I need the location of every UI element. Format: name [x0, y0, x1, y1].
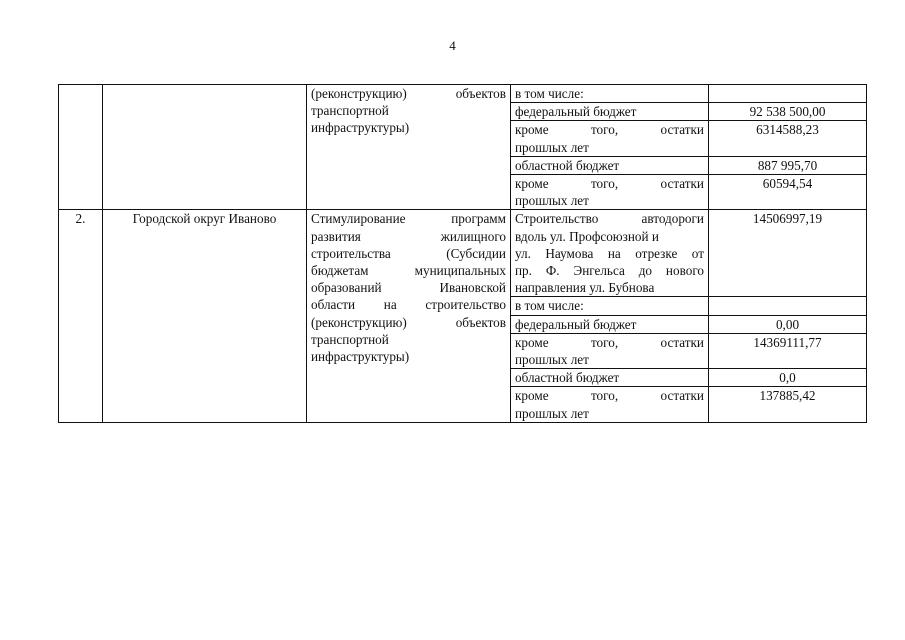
- program-line: (реконструкцию) объектов: [311, 314, 506, 330]
- item-label: кроме того, остатки прошлых лет: [511, 333, 709, 368]
- item-amount: 92 538 500,00: [709, 103, 867, 121]
- municipality-cell: Городской округ Иваново: [103, 210, 307, 422]
- program-line: (реконструкцию) объектов: [311, 86, 506, 101]
- row-number: 2.: [59, 210, 103, 422]
- item-amount: 14369111,77: [709, 333, 867, 368]
- item-amount: 0,00: [709, 315, 867, 333]
- program-line: образований Ивановской: [311, 280, 506, 296]
- item-label: федеральный бюджет: [511, 315, 709, 333]
- program-cell: [307, 85, 511, 210]
- item-amount: 137885,42: [709, 387, 867, 422]
- program-line: строительства (Субсидии: [311, 245, 506, 261]
- program-line: бюджетам муниципальных: [311, 263, 506, 279]
- table-row: [59, 85, 867, 103]
- program-line: Стимулирование программ: [311, 211, 506, 227]
- item-label: областной бюджет: [511, 156, 709, 174]
- table-row: [59, 210, 867, 297]
- program-line: транспортной: [311, 103, 389, 119]
- item-amount: 60594,54: [709, 175, 867, 210]
- item-amount: 14506997,19: [709, 210, 867, 297]
- item-label: областной бюджет: [511, 369, 709, 387]
- budget-table: [58, 84, 867, 423]
- item-label: кроме того, остатки прошлых лет: [511, 175, 709, 210]
- row-number: [59, 85, 103, 210]
- item-label: кроме того, остатки прошлых лет: [511, 387, 709, 422]
- program-cell: [307, 210, 511, 422]
- program-line: транспортной: [311, 331, 389, 347]
- item-label: федеральный бюджет: [511, 103, 709, 121]
- item-amount: 0,0: [709, 369, 867, 387]
- program-line: области на строительство: [311, 297, 506, 313]
- item-label: в том числе:: [511, 85, 709, 103]
- item-amount: 6314588,23: [709, 121, 867, 156]
- item-label: Строительство автодороги вдоль ул. Профсоюзной и ул. Наумова на отрезке от пр. Ф. Энгельса до нового направления ул. Бубнова: [511, 210, 709, 297]
- page-number: 4: [449, 38, 456, 53]
- program-line: инфраструктуры): [311, 349, 410, 365]
- item-amount: 887 995,70: [709, 156, 867, 174]
- municipality-cell: [103, 85, 307, 210]
- item-amount: [709, 85, 867, 103]
- item-label: в том числе:: [511, 297, 709, 315]
- program-line: инфраструктуры): [311, 120, 410, 136]
- program-line: развития жилищного: [311, 228, 506, 244]
- item-amount: [709, 297, 867, 315]
- item-label: кроме того, остатки прошлых лет: [511, 121, 709, 156]
